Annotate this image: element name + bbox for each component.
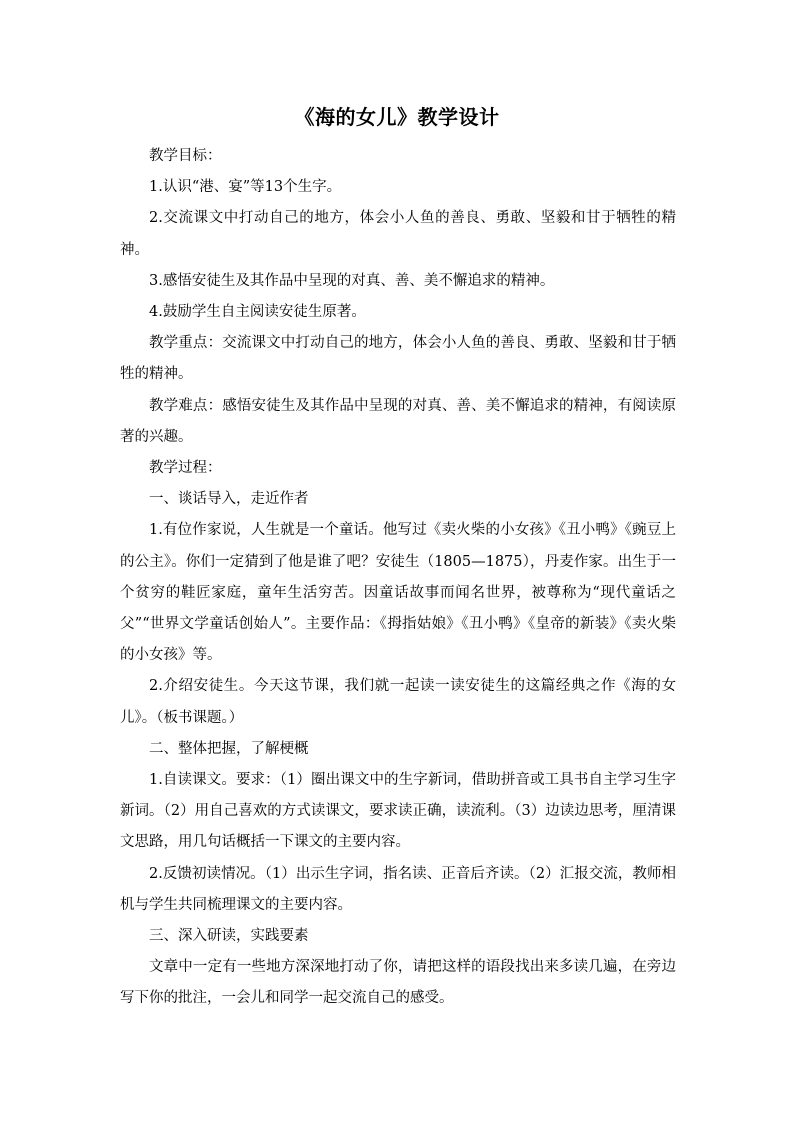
paragraph-section-3-heading: 三、深入研读，实践要素: [149, 928, 309, 945]
paragraph-section-2-item-1: 1.自读课文。要求：（1）圈出课文中的生字新词，借助拼音或工具书自主学习生字新词。（2）用自己喜欢的方式读课文，要求读正确，读流利。（3）边读边思考，厘清课文思路，用几句话概括一下课文的主要内容。: [120, 772, 676, 851]
paragraph-section-1-heading: 一、谈话导入，走近作者: [149, 491, 309, 508]
paragraph-objective-1: 1.认识“港、宴”等13个生字。: [149, 179, 342, 196]
paragraph-objectives-heading: 教学目标：: [149, 148, 222, 164]
paragraph-difficulties: 教学难点：感悟安徒生及其作品中呈现的对真、善、美不懈追求的精神，有阅读原著的兴趣。: [120, 397, 676, 445]
paragraph-process-heading: 教学过程：: [149, 460, 222, 477]
paragraph-section-3-body: 文章中一定有一些地方深深地打动了你，请把这样的语段找出来多读几遍，在旁边写下你的批注，一会儿和同学一起交流自己的感受。: [120, 959, 676, 1007]
paragraph-objective-2: 2.交流课文中打动自己的地方，体会小人鱼的善良、勇敢、坚毅和甘于牺牲的精神。: [120, 210, 676, 258]
paragraph-section-2-item-2: 2.反馈初读情况。（1）出示生字词，指名读、正音后齐读。（2）汇报交流，教师相机与学生共同梳理课文的主要内容。: [120, 865, 676, 913]
paragraph-section-2-heading: 二、整体把握，了解梗概: [149, 740, 309, 757]
paragraph-section-1-item-1: 1.有位作家说，人生就是一个童话。他写过《卖火柴的小女孩》《丑小鸭》《豌豆上的公主》。你们一定猜到了他是谁了吧？安徒生（1805—1875），丹麦作家。出生于一个贫穷的鞋匠家庭，童年生活穷苦。因童话故事而闻名世界，被尊称为“现代童话之父”“世界文学童话创始人”。主要作品：《拇指姑娘》《丑小鸭》《皇帝的新装》《卖火柴的小女孩》等。: [120, 522, 676, 664]
paragraph-objective-4: 4.鼓励学生自主阅读安徒生原著。: [149, 304, 366, 321]
document-title: 《海的女儿》教学设计: [294, 105, 500, 129]
paragraph-section-1-item-2: 2.介绍安徒生。今天这节课，我们就一起读一读安徒生的这篇经典之作《海的女儿》。（板书课题。）: [120, 678, 676, 726]
paragraph-objective-3: 3.感悟安徒生及其作品中呈现的对真、善、美不懈追求的精神。: [149, 272, 555, 289]
document-body: [120, 141, 676, 1015]
paragraph-key-points: 教学重点：交流课文中打动自己的地方，体会小人鱼的善良、勇敢、坚毅和甘于牺牲的精神。: [120, 335, 676, 383]
